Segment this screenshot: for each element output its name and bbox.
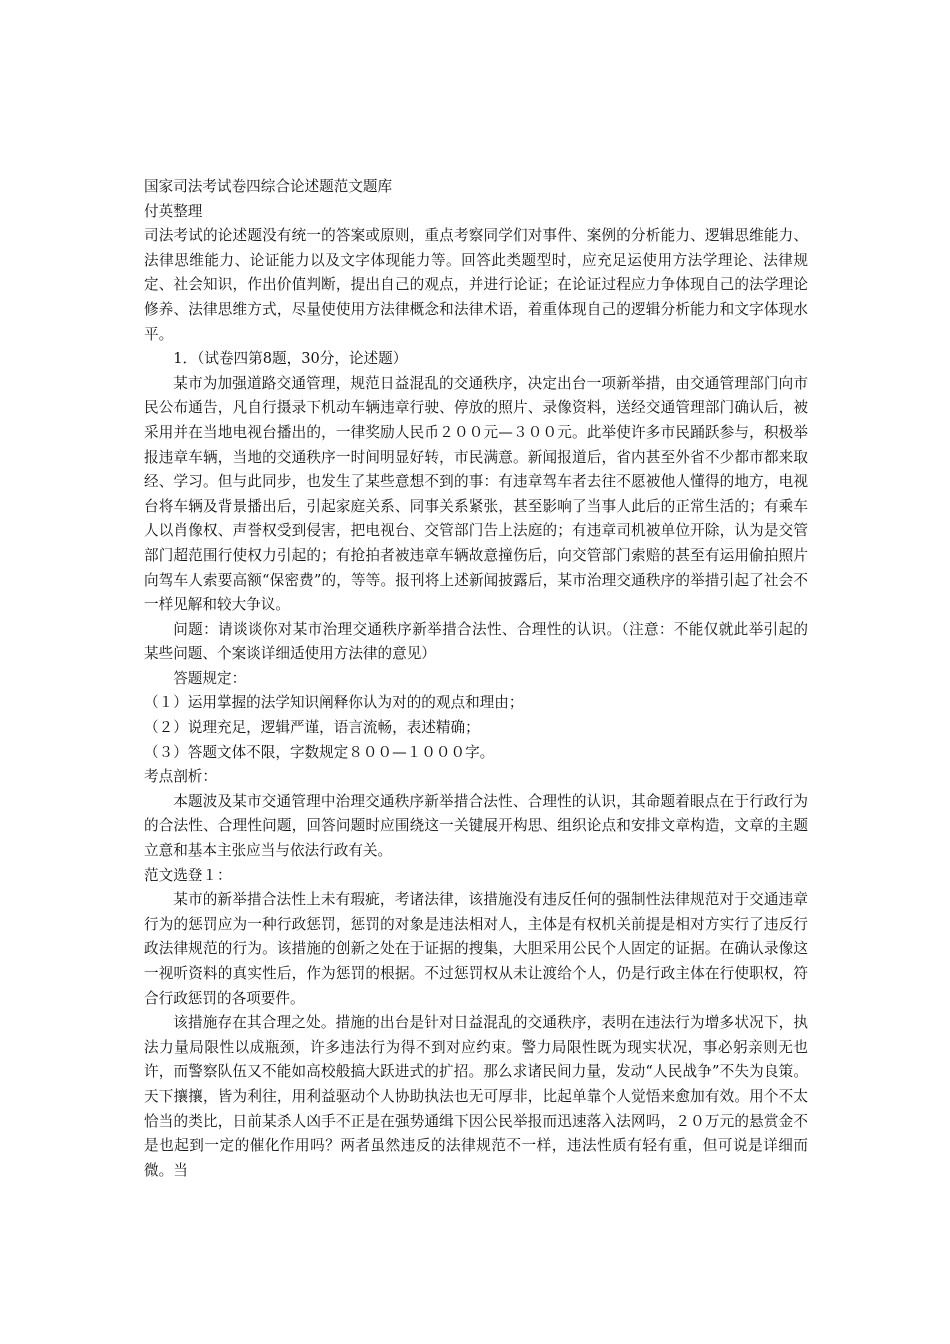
intro-paragraph: 司法考试的论述题没有统一的答案或原则，重点考察同学们对事件、案例的分析能力、逻辑思维能力、法律思维能力、论证能力以及文字体现能力等。回答此类题型时，应充足运使用方法学理论、法律规定、社会知识，作出价值判断，提出自己的观点，并进行论证；在论证过程应力争体现自己的法学理论修养、法律思维方式，尽量使使用方法律概念和法律术语，着重体现自己的逻辑分析能力和文字体现水平。 (144, 227, 808, 343)
sample-heading: 范文选登１： (144, 866, 232, 884)
document-title: 国家司法考试卷四综合论述题范文题库 (144, 178, 393, 195)
document-author: 付英整理 (144, 202, 203, 220)
requirement-item-2: （２）说理充足，逻辑严谨，语言流畅，表述精确； (144, 719, 480, 737)
requirement-item-1: （１）运用掌握的法学知识阐释你认为对的的观点和理由； (144, 694, 524, 712)
question-paragraph: 问题：请谈谈你对某市治理交通秩序新举措合法性、合理性的认识。（注意：不能仅就此举引起的某些问题、个案谈详细适使用方法律的意见） (144, 620, 808, 663)
requirement-item-3: （３）答题文体不限，字数规定８００—１０００字。 (144, 743, 495, 761)
sample-paragraph-1: 某市的新举措合法性上未有瑕疵，考诸法律，该措施没有违反任何的强制性法律规范对于交通违章行为的惩罚应为一种行政惩罚，惩罚的对象是违法相对人，主体是有权机关前提是相对方实行了违反行政法律规范的行为。该措施的创新之处在于证据的搜集，大胆采用公民个人固定的证据。在确认录像这一视听资料的真实性后，作为惩罚的根据。不过惩罚权从未让渡给个人，仍是行政主体在行使职权，符合行政惩罚的各项要件。 (144, 891, 808, 1007)
document-page (144, 175, 808, 1183)
analysis-paragraph: 本题波及某市交通管理中治理交通秩序新举措合法性、合理性的认识，其命题着眼点在于行政行为的合法性、合理性问题，回答问题时应围绕这一关键展开构思、组织论点和安排文章构造，文章的主题立意和基本主张应当与依法行政有关。 (144, 792, 808, 860)
requirements-heading: 答题规定： (173, 669, 247, 687)
case-paragraph: 某市为加强道路交通管理，规范日益混乱的交通秩序，决定出台一项新举措，由交通管理部门向市民公布通告，凡自行摄录下机动车辆违章行驶、停放的照片、录像资料，送经交通管理部门确认后，被采用并在当地电视台播出的，一律奖励人民币２００元—３００元。此举使许多市民踊跃参与，积极举报违章车辆，当地的交通秩序一时间明显好转，市民满意。新闻报道后，省内甚至外省不少都市都来取经、学习。但与此同步，也发生了某些意想不到的事：有违章驾车者去往不愿被他人懂得的地方，电视台将车辆及背景播出后，引起家庭关系、同事关系紧张，甚至影响了当事人此后的正常生活的；有乘车人以肖像权、声誉权受到侵害，把电视台、交管部门告上法庭的；有违章司机被单位开除，认为是交管部门超范围行使权力引起的；有抢拍者被违章车辆故意撞伤后，向交管部门索赔的甚至有运用偷拍照片向驾车人索要高额“保密费”的，等等。报刊将上述新闻披露后，某市治理交通秩序的举措引起了社会不一样见解和较大争议。 (144, 374, 808, 614)
sample-paragraph-2: 该措施存在其合理之处。措施的出台是针对日益混乱的交通秩序，表明在违法行为增多状况下，执法力量局限性以成瓶颈，许多违法行为得不到对应约束。警力局限性既为现实状况，事必躬亲则无也许，而警察队伍又不能如高校般搞大跃进式的扩招。那么求诸民间力量，发动“人民战争”不失为良策。天下攘攘，皆为利往，用利益驱动个人协助执法也无可厚非，比起单靠个人觉悟来愈加有效。用个不太恰当的类比，日前某杀人凶手不正是在强势通缉下因公民举报而迅速落入法网吗，２０万元的悬赏金不是也起到一定的催化作用吗？两者虽然违反的法律规范不一样，违法性质有轻有重，但可说是详细而微。当 (144, 1014, 808, 1179)
analysis-heading: 考点剖析： (144, 768, 217, 786)
question-heading: 1．（试卷四第8题，30分，论述题） (173, 350, 408, 368)
